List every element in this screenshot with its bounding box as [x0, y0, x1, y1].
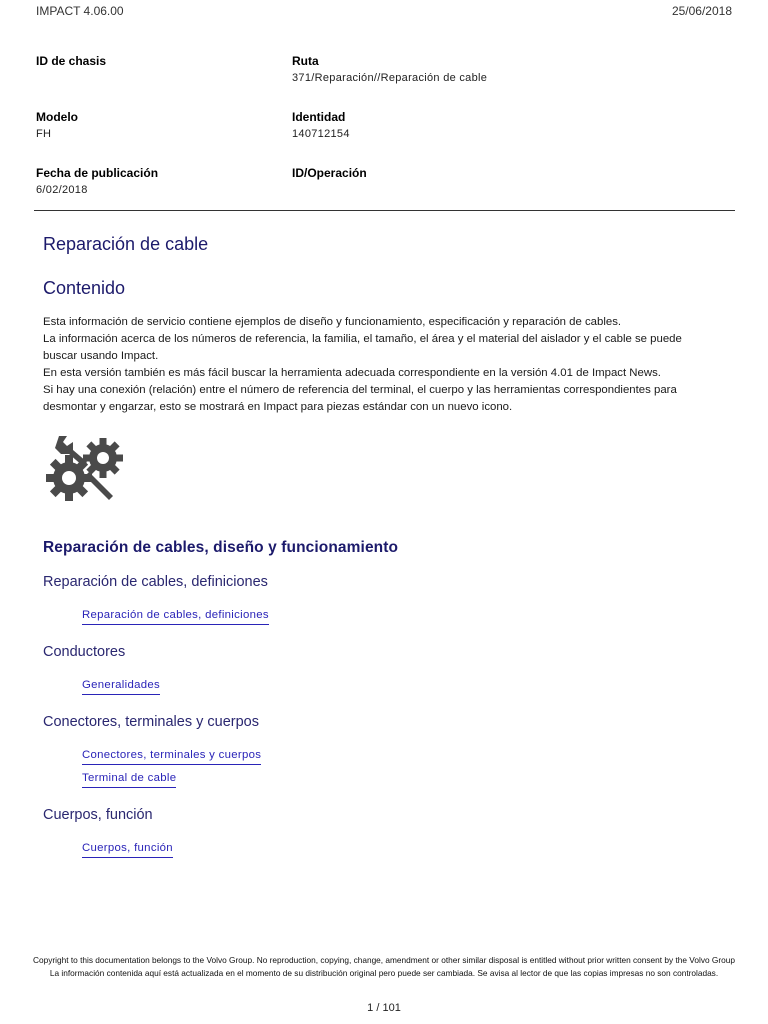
link-generalidades[interactable]: Generalidades — [82, 678, 160, 695]
link-conectores[interactable]: Conectores, terminales y cuerpos — [82, 748, 261, 765]
intro-paragraph: Esta información de servicio contiene ejemplos de diseño y funcionamiento, especificación y reparación de cables. — [43, 316, 622, 328]
intro-paragraph: Si hay una conexión (relación) entre el número de referencia del terminal, el cuerpo y las herramientas correspondientes para desmontar y engarzar, esto se mostrará en Impact para piezas estándar con un nuevo icono. — [43, 384, 677, 413]
chassis-field — [36, 54, 106, 71]
metadata-row — [36, 166, 736, 222]
pubdate-label: Fecha de publicación — [36, 166, 159, 180]
link-list — [82, 745, 723, 791]
route-label: Ruta — [292, 54, 319, 68]
route-field — [292, 54, 487, 85]
intro-text — [43, 314, 719, 416]
subsection-title: Cuerpos, función — [43, 807, 153, 823]
subsection-title: Conectores, terminales y cuerpos — [43, 714, 259, 730]
document-title: Reparación de cable — [43, 234, 209, 254]
intro-paragraph: La información acerca de los números de referencia, la familia, el tamaño, el área y el material del aislador y el cable se puede buscar usando Impact. — [43, 333, 682, 362]
subsection-title: Reparación de cables, definiciones — [43, 574, 268, 590]
pubdate-value: 6/02/2018 — [36, 184, 88, 196]
operation-label: ID/Operación — [292, 166, 367, 180]
link-list — [82, 675, 723, 698]
document-body — [43, 232, 723, 861]
tools-gears-icon — [45, 432, 123, 504]
subsection — [43, 805, 723, 861]
section-heading: Reparación de cables, diseño y funcionamiento — [43, 539, 399, 556]
subsection-title: Conductores — [43, 644, 126, 660]
subsection — [43, 572, 723, 628]
intro-paragraph: En esta versión también es más fácil buscar la herramienta adecuada correspondiente en la versión 4.01 de Impact News. — [43, 367, 661, 379]
link-list — [82, 838, 723, 861]
copyright-notice: Copyright to this documentation belongs to the Volvo Group. No reproduction, copying, change, amendment or other similar disposal is entitled without prior written consent by the Volvo Group — [33, 955, 735, 965]
operation-field — [292, 166, 367, 183]
page-footer — [30, 954, 738, 980]
link-list — [82, 605, 723, 628]
disclaimer-notice: La información contenida aquí está actualizada en el momento de su distribución original pero puede ser cambiada. Se avisa al lector de que las copias impresas no son controladas. — [49, 968, 719, 978]
identity-value: 140712154 — [292, 128, 350, 140]
page-number: 1 / 101 — [367, 1002, 401, 1014]
metadata-row — [36, 54, 736, 110]
chassis-label: ID de chasis — [36, 54, 107, 68]
header-divider — [34, 210, 735, 211]
metadata-row — [36, 110, 736, 166]
metadata-block — [36, 54, 736, 222]
subsection — [43, 642, 723, 698]
link-definiciones[interactable]: Reparación de cables, definiciones — [82, 608, 269, 625]
app-version: IMPACT 4.06.00 — [36, 4, 124, 18]
print-date: 25/06/2018 — [671, 4, 732, 18]
contents-heading: Contenido — [43, 278, 126, 298]
identity-field — [292, 110, 350, 141]
link-cuerpos-funcion[interactable]: Cuerpos, función — [82, 841, 173, 858]
model-value: FH — [36, 128, 52, 140]
page-header — [36, 4, 732, 20]
pubdate-field — [36, 166, 158, 197]
subsection — [43, 712, 723, 791]
link-terminal-de-cable[interactable]: Terminal de cable — [82, 771, 176, 788]
route-value: 371/Reparación//Reparación de cable — [292, 72, 488, 84]
model-field — [36, 110, 78, 141]
model-label: Modelo — [36, 110, 78, 124]
identity-label: Identidad — [292, 110, 346, 124]
